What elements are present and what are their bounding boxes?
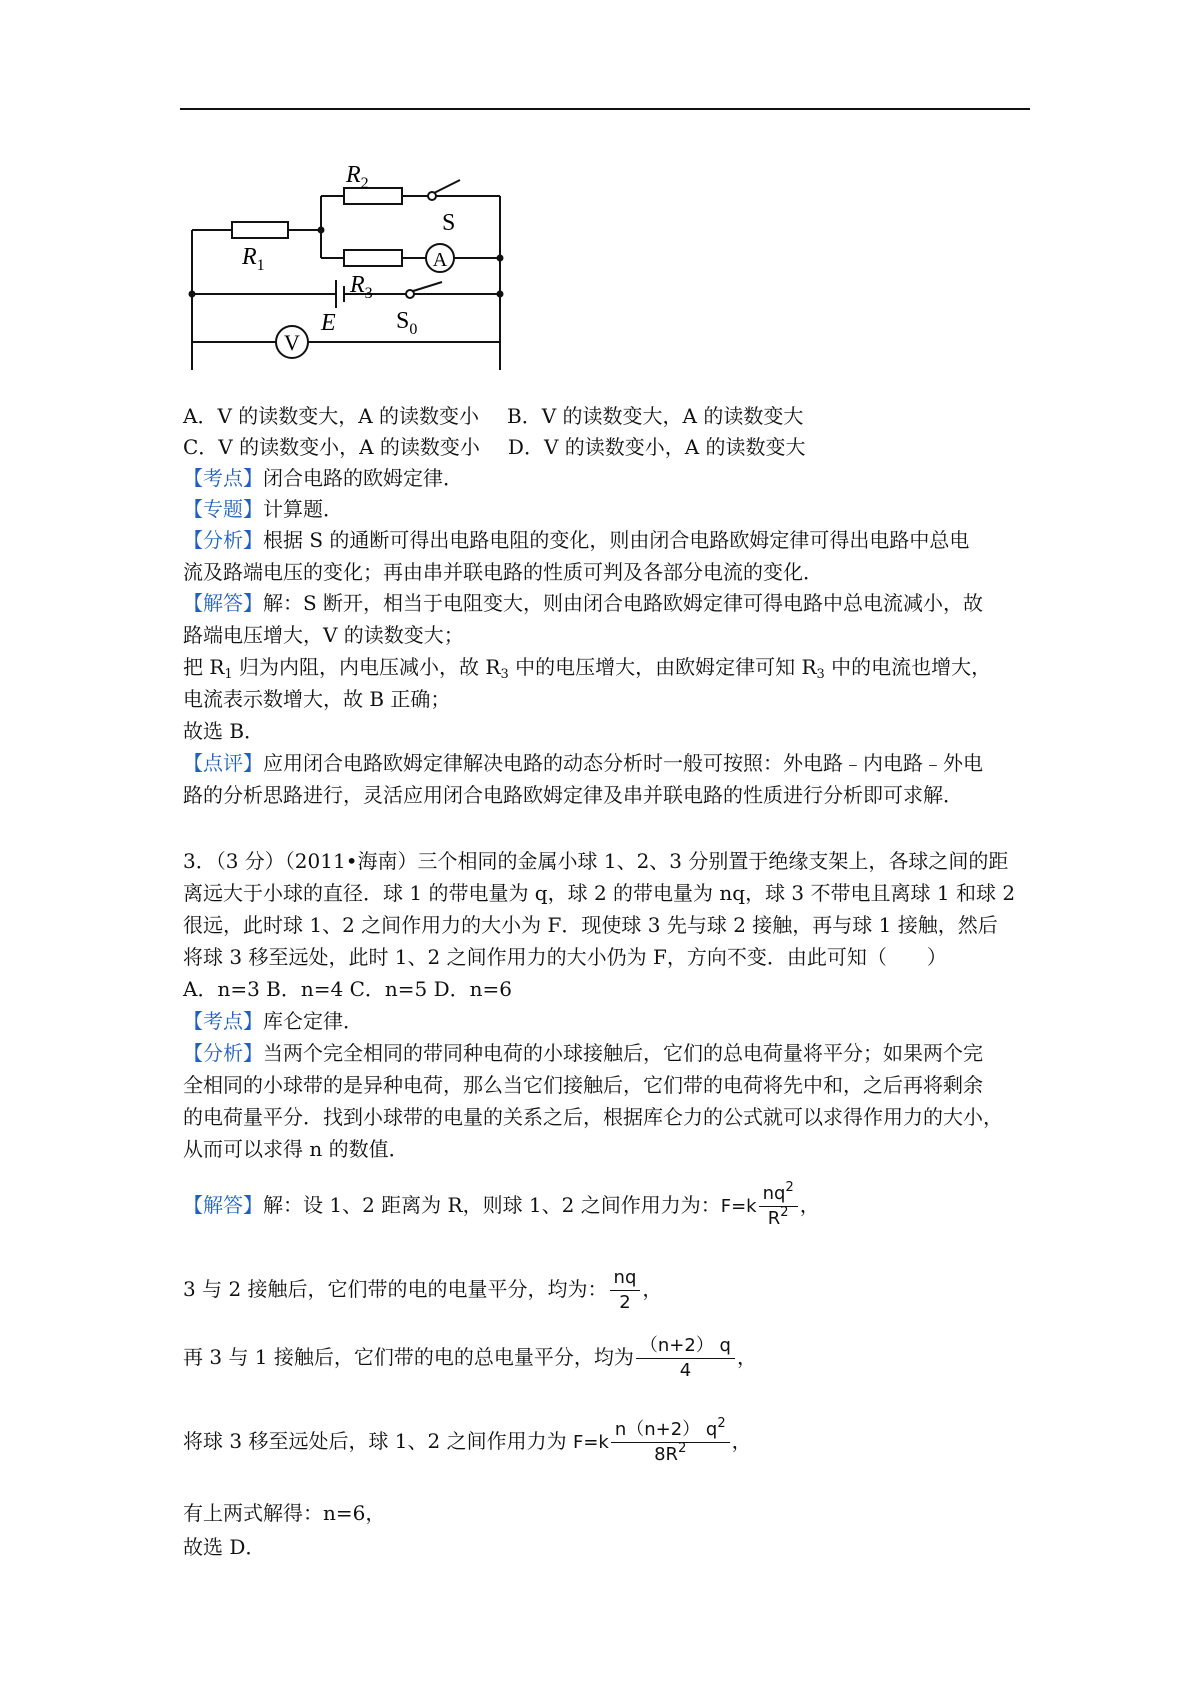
q2-dianping: 【点评】应用闭合电路欧姆定律解决电路的动态分析时一般可按照：外电路﹣内电路﹣外电 bbox=[183, 751, 983, 775]
r2-label: $R_2$ bbox=[346, 162, 369, 192]
q2-option-a: A．V 的读数变大，A 的读数变小 bbox=[183, 404, 480, 428]
circuit-diagram bbox=[180, 150, 510, 390]
q3-kaodian: 【考点】库仑定律． bbox=[183, 1009, 363, 1033]
q2-jieda: 【解答】解：S 断开，相当于电阻变大，则由闭合电路欧姆定律可得电路中总电流减小，故 bbox=[183, 591, 984, 615]
q3-stem-3: 很远，此时球 1、2 之间作用力的大小为 F．现使球 3 先与球 2 接触，再与球 1 接触，然后 bbox=[183, 913, 998, 937]
q2-option-d: D．V 的读数变小，A 的读数变大 bbox=[507, 435, 806, 459]
q2-zhuanti: 【专题】计算题． bbox=[183, 497, 343, 521]
r3-label: $R_3$ bbox=[350, 272, 373, 302]
q2-jieda-line3: 把 $R_1$ 归为内阻，内电压减小，故 $R_3$ 中的电压增大，由欧姆定律可知 $R_3$ 中的电流也增大， bbox=[183, 655, 992, 682]
q3-jieda-line3: 再 3 与 1 接触后，它们带的电的总电量平分，均为 $\frac{(n+2) q}{4}$ ， bbox=[183, 1335, 757, 1381]
tag-kaodian: 【考点】 bbox=[183, 1009, 263, 1033]
q3-fenxi-line2: 全相同的小球带的是异种电荷，那么当它们接触后，它们带的电荷将先中和，之后再将剩余 bbox=[183, 1073, 983, 1097]
voltmeter-label: V bbox=[284, 330, 300, 355]
emf-label: E bbox=[321, 310, 336, 336]
q2-options-cd bbox=[183, 432, 806, 462]
q3-fenxi: 【分析】当两个完全相同的带同种电荷的小球接触后，它们的总电荷量将平分；如果两个完 bbox=[183, 1041, 983, 1065]
q3-jieda: 【解答】解：设 1、2 距离为 R，则球 1、2 之间作用力为：F=k $\frac{nq^2}{R^2}$ ， bbox=[183, 1180, 820, 1229]
q2-dianping-cont: 路的分析思路进行，灵活应用闭合电路欧姆定律及串并联电路的性质进行分析即可求解． bbox=[183, 783, 963, 807]
ammeter-label: A bbox=[432, 249, 448, 271]
tag-fenxi: 【分析】 bbox=[183, 1041, 263, 1065]
q3-jieda-line4: 将球 3 移至远处后，球 1、2 之间作用力为 F=k $\frac{n(n+2) q^2}{8R^2}$ ， bbox=[183, 1416, 752, 1465]
tag-dianping: 【点评】 bbox=[183, 751, 263, 775]
q2-option-b: B．V 的读数变大，A 的读数变大 bbox=[507, 404, 804, 428]
q3-options: A．n=3 B．n=4 C．n=5 D．n=6 bbox=[183, 977, 513, 1001]
formula-quarter-charge: $\frac{(n+2) q}{4}$ bbox=[636, 1334, 735, 1383]
header-rule bbox=[180, 108, 1030, 110]
q3-jieda-line5: 有上两式解得：n=6， bbox=[183, 1501, 386, 1525]
q3-fenxi-line3: 的电荷量平分．找到小球带的电量的关系之后，根据库仑力的公式就可以求得作用力的大小， bbox=[183, 1105, 1003, 1129]
switch-s0-label: $S_0$ bbox=[396, 308, 418, 338]
tag-zhuanti: 【专题】 bbox=[183, 497, 263, 521]
q3-fenxi-line4: 从而可以求得 n 的数值． bbox=[183, 1137, 409, 1161]
q3-jieda-line2: 3 与 2 接触后，它们带的电的电量平分，均为： $\frac{nq}{2}$ ， bbox=[183, 1267, 663, 1313]
switch-s-label: S bbox=[442, 210, 456, 236]
formula-coulomb: $\frac{nq^2}{R^2}$ bbox=[759, 1182, 798, 1231]
formula-final-force: $\frac{n(n+2) q^2}{8R^2}$ bbox=[611, 1418, 730, 1467]
tag-jieda: 【解答】 bbox=[183, 591, 263, 615]
q3-jieda-line6: 故选 D． bbox=[183, 1535, 266, 1559]
tag-fenxi: 【分析】 bbox=[183, 528, 263, 552]
q2-options-ab bbox=[183, 401, 803, 431]
tag-kaodian: 【考点】 bbox=[183, 466, 263, 490]
r1-label: $R_1$ bbox=[242, 244, 265, 274]
q2-jieda-line5: 故选 B． bbox=[183, 719, 265, 743]
q2-option-c: C．V 的读数变小，A 的读数变小 bbox=[183, 435, 480, 459]
q3-stem-1: 3．（3 分）（2011•海南）三个相同的金属小球 1、2、3 分别置于绝缘支架上，各球之间的距 bbox=[183, 849, 1009, 873]
q3-stem-2: 离远大于小球的直径．球 1 的带电量为 q，球 2 的带电量为 nq，球 3 不带电且离球 1 和球 2 bbox=[183, 881, 1016, 905]
q2-fenxi-cont: 流及路端电压的变化；再由串并联电路的性质可判及各部分电流的变化． bbox=[183, 560, 823, 584]
tag-jieda: 【解答】 bbox=[183, 1193, 263, 1217]
q3-stem-4: 将球 3 移至远处，此时 1、2 之间作用力的大小仍为 F，方向不变．由此可知（ ） bbox=[183, 945, 947, 969]
q2-jieda-line2: 路端电压增大，V 的读数变大； bbox=[183, 623, 464, 647]
formula-half-charge: $\frac{nq}{2}$ bbox=[610, 1266, 641, 1315]
q2-fenxi: 【分析】根据 S 的通断可得出电路电阻的变化，则由闭合电路欧姆定律可得出电路中总电 bbox=[183, 528, 970, 552]
q2-kaodian: 【考点】闭合电路的欧姆定律． bbox=[183, 466, 463, 490]
q2-jieda-line4: 电流表示数增大，故 B 正确； bbox=[183, 687, 451, 711]
